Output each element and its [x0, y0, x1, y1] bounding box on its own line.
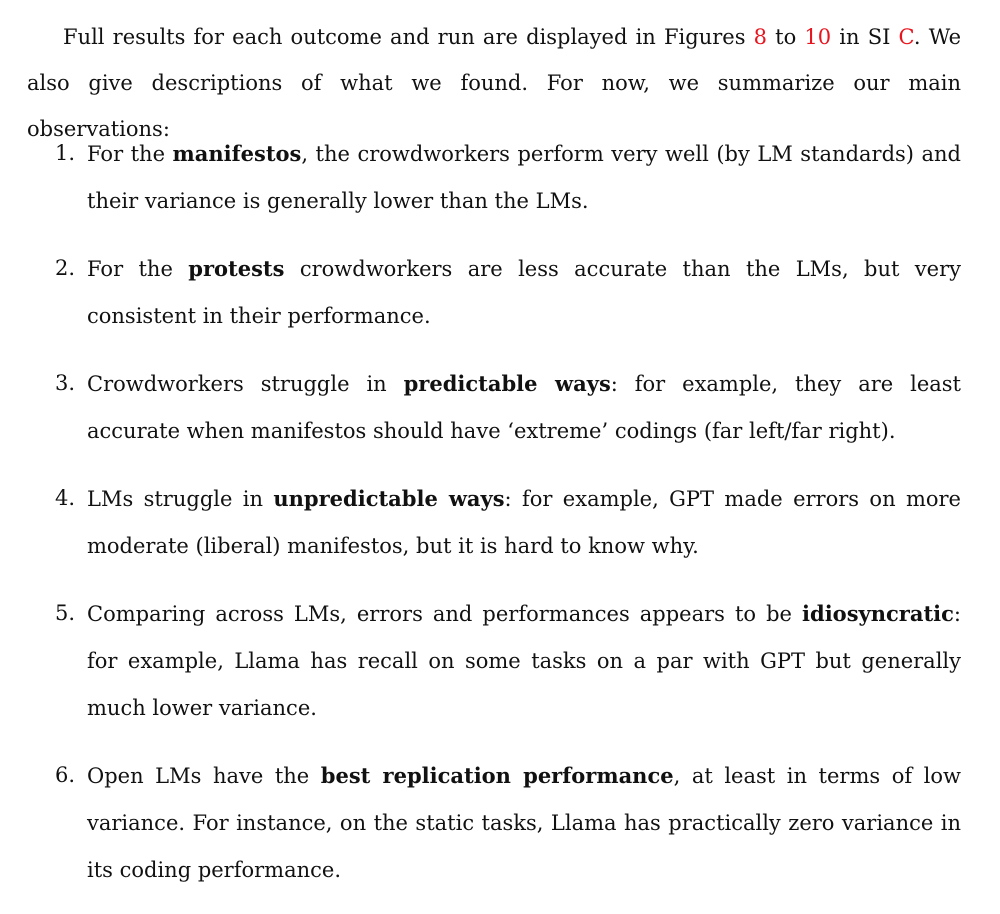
- intro-text-1: Full results for each outcome and run are displayed in Figures: [63, 25, 754, 49]
- list-item-emphasis: best replication performance: [320, 763, 674, 788]
- list-item-number: 3.: [55, 371, 76, 395]
- list-item-text: LMs struggle in: [87, 487, 274, 511]
- si-c-link[interactable]: C: [898, 25, 914, 49]
- observations-list: [27, 130, 961, 914]
- list-item-text: : for example, GPT made errors on more moderate (liberal) manifestos, but it is hard to know why.: [87, 487, 961, 558]
- list-item-number: 4.: [55, 486, 76, 510]
- list-item-number: 1.: [55, 141, 76, 165]
- intro-text-3: in SI: [831, 25, 899, 49]
- list-item-text: , at least in terms of low variance. For instance, on the static tasks, Llama has practically zero variance in its coding performance.: [87, 764, 962, 882]
- intro-text-2: to: [767, 25, 805, 49]
- list-item: [27, 475, 961, 570]
- list-item-emphasis: unpredictable ways: [273, 486, 505, 511]
- list-item-text: For the: [87, 142, 173, 166]
- figure-8-link[interactable]: 8: [753, 25, 768, 49]
- figure-10-link[interactable]: 10: [804, 25, 832, 49]
- list-item: [27, 360, 961, 455]
- list-item-text: : for example, they are least accurate when manifestos should have ‘extreme’ codings (far left/far right).: [87, 372, 961, 443]
- list-item-text: , the crowdworkers perform very well (by LM standards) and their variance is generally lower than the LMs.: [87, 142, 961, 213]
- list-item-text: For the: [87, 257, 189, 281]
- list-item-emphasis: predictable ways: [403, 371, 611, 396]
- intro-text-4: . We also give descriptions of what we found. For now, we summarize our main observations:: [27, 25, 962, 141]
- list-item-number: 6.: [55, 763, 76, 787]
- list-item-emphasis: protests: [188, 256, 285, 281]
- list-item-emphasis: manifestos: [172, 141, 302, 166]
- list-item-text: crowdworkers are less accurate than the LMs, but very consistent in their performance.: [87, 257, 961, 328]
- list-item-number: 2.: [55, 256, 76, 280]
- list-item-number: 5.: [55, 601, 76, 625]
- list-item-text: : for example, Llama has recall on some tasks on a par with GPT but generally much lower variance.: [87, 602, 961, 720]
- list-item: [27, 590, 961, 732]
- list-item-emphasis: idiosyncratic: [802, 601, 954, 626]
- list-item-text: Open LMs have the: [87, 764, 321, 788]
- list-item-text: Crowdworkers struggle in: [87, 372, 404, 396]
- list-item: [27, 752, 961, 894]
- list-item-text: Comparing across LMs, errors and performances appears to be: [87, 602, 803, 626]
- list-item: [27, 245, 961, 340]
- list-item: [27, 130, 961, 225]
